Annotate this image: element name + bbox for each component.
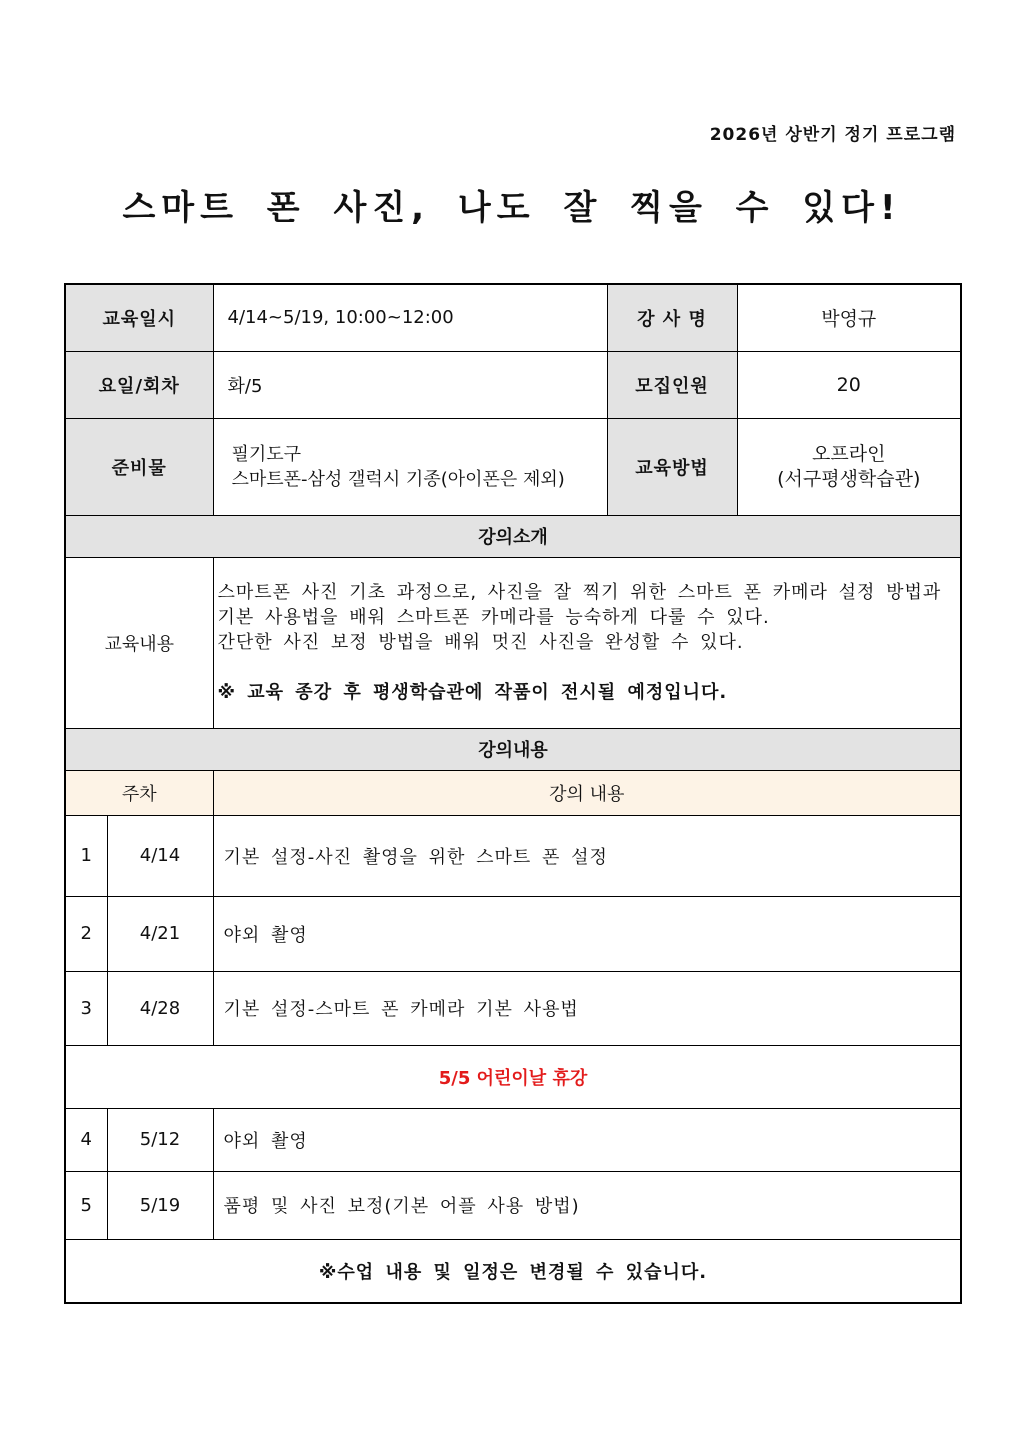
footer-row (65, 1239, 961, 1303)
materials-label: 준비물 (65, 418, 213, 515)
table-row (65, 1108, 961, 1171)
schedule-section-header (65, 728, 961, 770)
intro-row (65, 557, 961, 728)
method-label: 교육방법 (607, 418, 737, 515)
course-info-table (64, 283, 962, 1304)
intro-text (213, 557, 961, 728)
row-date: 4/21 (107, 896, 213, 971)
date-value: 4/14~5/19, 10:00~12:00 (213, 284, 607, 351)
row-date: 5/19 (107, 1171, 213, 1239)
intro-line-1: 스마트폰 사진 기초 과정으로, 사진을 잘 찍기 위한 스마트 폰 카메라 설정 방법과 (217, 582, 942, 603)
info-row-materials (65, 418, 961, 515)
method-line-2: (서구평생학습관) (777, 467, 921, 490)
row-content: 기본 설정-스마트 폰 카메라 기본 사용법 (213, 971, 961, 1045)
intro-line-2: 기본 사용법을 배워 스마트폰 카메라를 능숙하게 다룰 수 있다. (217, 607, 770, 628)
row-content: 야외 촬영 (213, 896, 961, 971)
capacity-label: 모집인원 (607, 351, 737, 418)
method-value (737, 418, 961, 515)
col-content-header: 강의 내용 (213, 770, 961, 815)
row-number: 3 (65, 971, 107, 1045)
schedule-section-title: 강의내용 (65, 728, 961, 770)
intro-note: ※ 교육 종강 후 평생학습관에 작품이 전시될 예정입니다. (217, 682, 728, 703)
row-number: 1 (65, 815, 107, 896)
col-week-header: 주차 (65, 770, 213, 815)
info-row-date (65, 284, 961, 351)
row-date: 4/14 (107, 815, 213, 896)
row-number: 2 (65, 896, 107, 971)
row-date: 4/28 (107, 971, 213, 1045)
materials-value (213, 418, 607, 515)
table-row (65, 896, 961, 971)
day-label: 요일/회차 (65, 351, 213, 418)
row-date: 5/12 (107, 1108, 213, 1171)
row-content: 야외 촬영 (213, 1108, 961, 1171)
instructor-label: 강 사 명 (607, 284, 737, 351)
table-row (65, 1171, 961, 1239)
footer-note: ※수업 내용 및 일정은 변경될 수 있습니다. (65, 1239, 961, 1303)
page-title: 스마트 폰 사진, 나도 잘 찍을 수 있다! (122, 188, 902, 228)
schedule-column-header (65, 770, 961, 815)
row-number: 5 (65, 1171, 107, 1239)
content-label: 교육내용 (65, 557, 213, 728)
holiday-row (65, 1045, 961, 1108)
method-line-1: 오프라인 (812, 442, 886, 465)
table-row (65, 815, 961, 896)
intro-line-3: 간단한 사진 보정 방법을 배워 멋진 사진을 완성할 수 있다. (217, 632, 744, 653)
holiday-notice: 5/5 어린이날 휴강 (65, 1045, 961, 1108)
row-number: 4 (65, 1108, 107, 1171)
instructor-value: 박영규 (737, 284, 961, 351)
info-row-day (65, 351, 961, 418)
date-label: 교육일시 (65, 284, 213, 351)
intro-section-header (65, 515, 961, 557)
table-row (65, 971, 961, 1045)
intro-section-title: 강의소개 (65, 515, 961, 557)
capacity-value: 20 (737, 351, 961, 418)
materials-line-1: 필기도구 (231, 443, 302, 465)
program-label: 2026년 상반기 정기 프로그램 (709, 125, 956, 145)
day-value: 화/5 (213, 351, 607, 418)
row-content: 기본 설정-사진 촬영을 위한 스마트 폰 설정 (213, 815, 961, 896)
materials-line-2: 스마트폰-삼성 갤럭시 기종(아이폰은 제외) (231, 468, 565, 490)
row-content: 품평 및 사진 보정(기본 어플 사용 방법) (213, 1171, 961, 1239)
